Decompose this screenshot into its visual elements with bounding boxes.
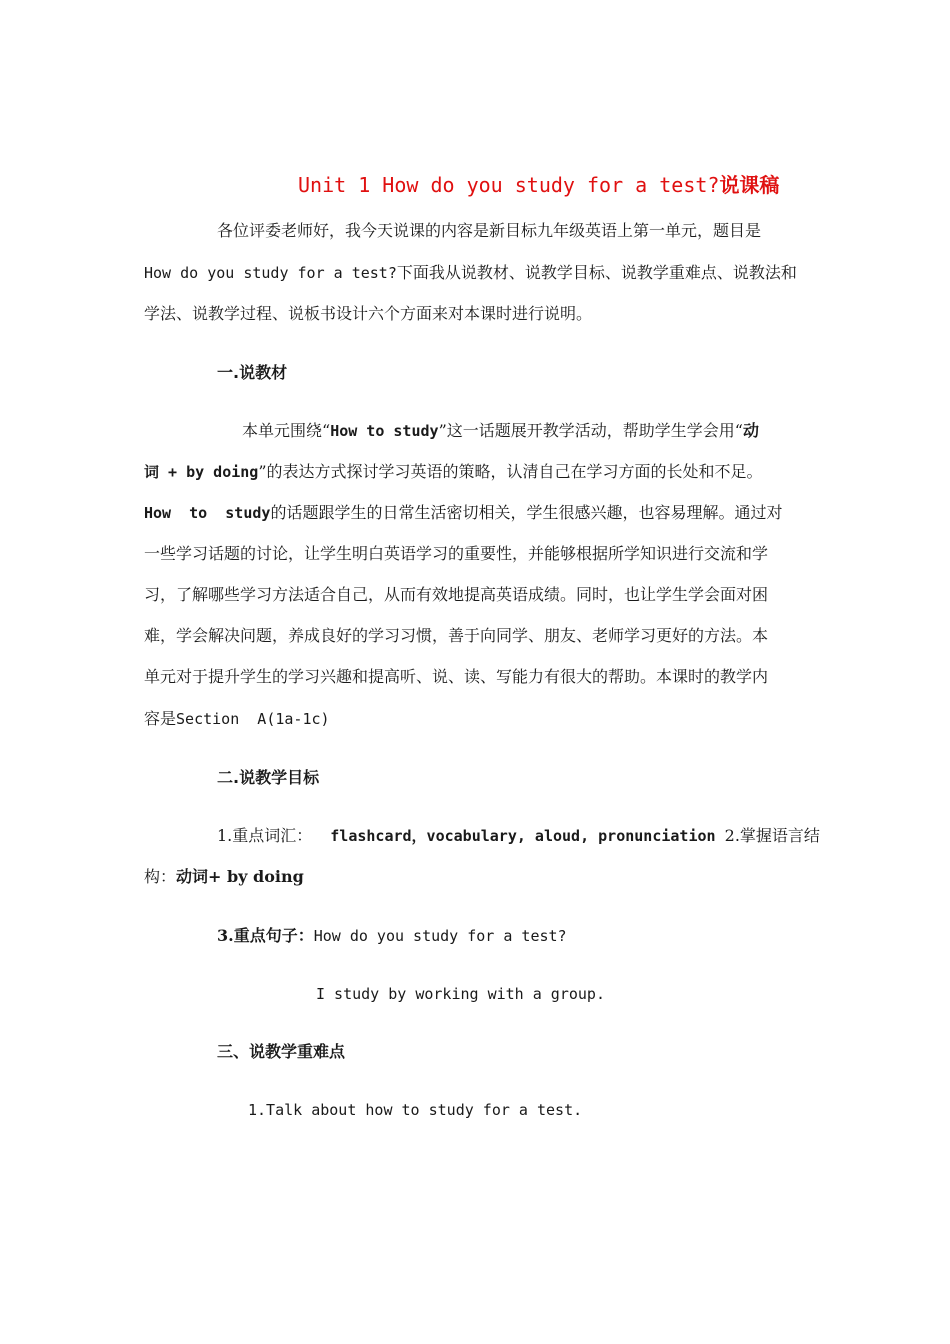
section-1-line-8: [144, 708, 330, 730]
title-chinese: 说课稿: [719, 173, 780, 197]
section-2-heading: 二.说教学目标: [217, 768, 320, 787]
topic-phrase: How to study: [330, 422, 439, 440]
text-span: ”这一话题展开教学活动，帮助学生学会用“: [438, 421, 743, 440]
section-1-heading: 一.说教材: [217, 363, 288, 382]
section-2-item-3: [217, 925, 567, 947]
text-span: 的话题跟学生的日常生活密切相关，学生很感兴趣，也容易理解。通过对: [270, 503, 783, 522]
section-3-item-1: 1.Talk about how to study for a test.: [248, 1101, 583, 1119]
section-1-line-4: 一些学习话题的讨论，让学生明白英语学习的重要性，并能够根据所学知识进行交流和学: [144, 544, 769, 563]
section-1-line-7: 单元对于提升学生的学习兴趣和提高听、说、读、写能力有很大的帮助。本课时的教学内: [144, 667, 769, 686]
intro-line-2: [144, 262, 797, 284]
item-label: 重点词汇：: [232, 826, 313, 845]
section-1-line-1: [242, 420, 759, 442]
intro-question: How do you study for a test?: [144, 264, 397, 282]
key-sentence-answer: I study by working with a group.: [316, 985, 605, 1003]
document-title: [298, 172, 779, 198]
intro-line-1: 各位评委老师好，我今天说课的内容是新目标九年级英语上第一单元，题目是: [217, 221, 762, 240]
text-span: 本单元围绕“: [242, 421, 331, 440]
intro-line-3: 学法、说教学过程、说板书设计六个方面来对本课时进行说明。: [144, 304, 593, 323]
section-1-line-2: [144, 461, 763, 483]
structure-phrase: 词 + by doing: [144, 463, 259, 481]
text-span: ”的表达方式探讨学习英语的策略，认清自己在学习方面的长处和不足。: [258, 462, 763, 481]
text-span: 构：: [144, 867, 177, 886]
item-2-start: 2.掌握语言结: [724, 826, 820, 845]
section-1-line-5: 习，了解哪些学习方法适合自己，从而有效地提高英语成绩。同时，也让学生学会面对困: [144, 585, 769, 604]
structure-phrase: 动词+ by doing: [176, 867, 304, 886]
intro-line-2-text: 下面我从说教材、说教学目标、说教学重难点、说教法和: [396, 263, 797, 282]
section-1-line-3: [144, 502, 782, 524]
section-reference: Section A(1a-1c): [176, 710, 330, 728]
item-label: 3.重点句子：: [217, 926, 314, 945]
bold-span: 动: [742, 421, 759, 440]
section-2-item-2-cont: [144, 866, 304, 888]
section-3-heading: 三、说教学重难点: [217, 1042, 346, 1061]
section-1-line-6: 难，学会解决问题，养成良好的学习习惯，善于向同学、朋友、老师学习更好的方法。本: [144, 626, 769, 645]
key-sentence-question: How do you study for a test?: [313, 927, 567, 945]
topic-phrase: How to study: [144, 504, 271, 522]
item-number: 1.: [217, 826, 233, 845]
text-span: 容是: [144, 709, 177, 728]
title-english: Unit 1 How do you study for a test?: [298, 173, 720, 197]
section-2-item-1: [217, 825, 820, 847]
vocabulary-list: flashcard，vocabulary, aloud, pronunciation: [330, 827, 716, 845]
